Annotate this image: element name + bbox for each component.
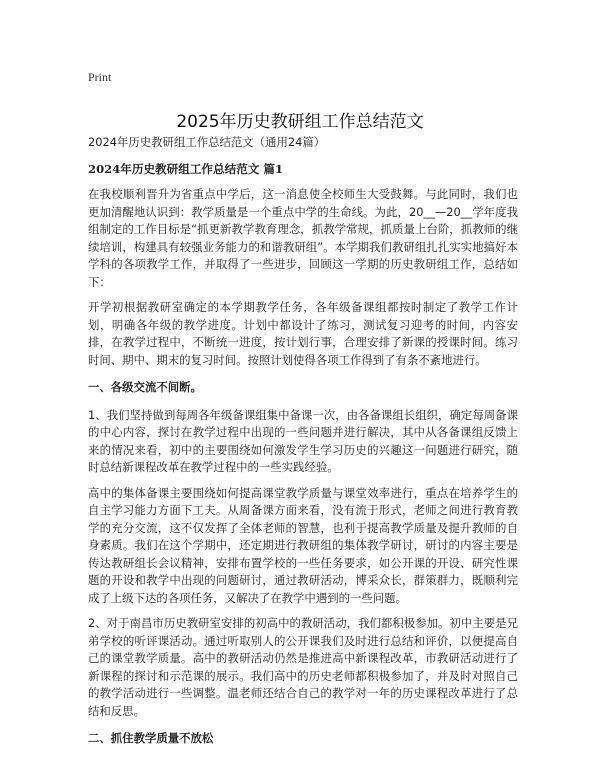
- print-label: Print: [88, 70, 112, 84]
- paragraph: 开学初根据教研室确定的本学期教学任务，各年级备课组都按时制定了教学工作计划，明确各年级的教学进度。计划中都设计了练习，测试复习迎考的时间，内容安排，在教学过程中，不断统一进度，按计划行事，合理安排了新课的授课时间。练习时间、期中、期末的复习时间。按照计划使得各项工作得到了有条不紊地进行。: [88, 300, 518, 367]
- document-subtitle: 2024年历史教研组工作总结范文（通用24篇）: [88, 135, 326, 149]
- paragraph: 2、对于南昌市历史教研室安排的初高中的教研活动，我们都积极参加。初中主要是兄弟学校的听评课活动。通过听取别人的公开课我们及时进行总结和评价，以便提高自己的课堂教学质量。高中的教研活动仍然是推进高中新课程改革，市教研活动进行了新课程的探讨和示范课的展示。我们高中的历史老师都积极参加了，并及时对照自己的教学活动进行一些调整。温老师还结合自己的教学对一年的历史课程改革进行了总结和反思。: [88, 616, 518, 718]
- page-title: 2025年历史教研组工作总结范文: [176, 112, 424, 133]
- document-body: [88, 134, 518, 758]
- heading-2: 二、抓住教学质量不放松: [88, 731, 214, 745]
- section-title: 2024年历史教研组工作总结范文 篇1: [88, 161, 284, 176]
- heading-1: 一、各级交流不间断。: [88, 380, 202, 394]
- paragraph: 在我校顺利晋升为省重点中学后，这一消息使全校师生大受鼓舞。与此同时，我们也更加清醒地认识到：教学质量是一个重点中学的生命线。为此，20__—20__学年度我组制定的工作目标是“抓更新教学教育理念，抓教学常规，抓质量上台阶，抓教师的继续培训，构建具有较强业务能力的和谐教研组”。本学期我们教研组扎扎实实地搞好本学科的各项教学工作，并取得了一些进步，回顾这一学期的历史教研组工作，总结如下：: [88, 187, 518, 289]
- paragraph: 1、我们坚持做到每周各年级备课组集中备课一次，由各备课组长组织，确定每周备课的中心内容，探讨在教学过程中出现的一些问题并进行解决，其中从各备课组反馈上来的情况来看，初中的主要围绕如何激发学生学习历史的兴趣这一问题进行研究，随时总结新课程改革在教学过程中的一些实践经验。: [88, 407, 518, 474]
- paragraph: 高中的集体备课主要围绕如何提高课堂教学质量与课堂效率进行，重点在培养学生的自主学习能力方面下工夫。从周备课方面来看，没有流于形式，老师之间进行教育教学的充分交流，这不仅发挥了全体老师的智慧，也利于提高教学质量及提升教师的自身素质。我们在这个学期中，还定期进行教研组的集体教学研讨，研讨的内容主要是传达教研组长会议精神，安排布置学校的一些任务要求，如公开课的开设、研究性课题的开设和教学中出现的问题研讨，通过教研活动，博采众长，群策群力，既顺利完成了上级下达的各项任务，又解决了在教学中遇到的一些问题。: [88, 485, 518, 605]
